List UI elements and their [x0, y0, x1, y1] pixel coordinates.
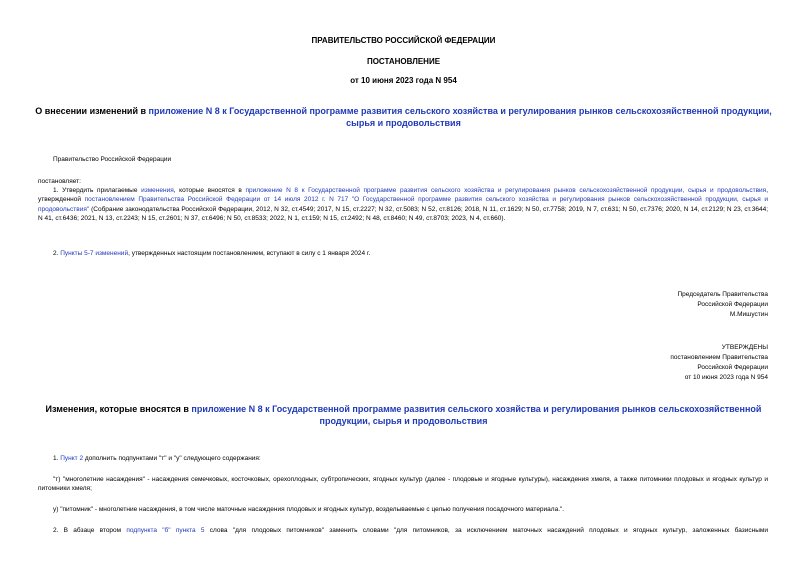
changes-title-prefix: Изменения, которые вносятся в: [45, 404, 192, 414]
c2-link[interactable]: подпункта "б" пункта 5: [126, 527, 205, 534]
change-1-subpoint-t: "т) "многолетние насаждения" - насаждения семечковых, косточковых, орехоплодных, субтропических, ягодных культур (далее - плодовые и ягодные культуры), насаждения хмеля, а также питомники плодовых и ягодных культур и питомники хмеля;: [38, 476, 768, 493]
p2-num: 2.: [53, 250, 61, 257]
government-header: ПРАВИТЕЛЬСТВО РОССИЙСКОЙ ФЕДЕРАЦИИ: [311, 36, 496, 45]
document-type: ПОСТАНОВЛЕНИЕ: [366, 57, 441, 66]
p1-link-changes[interactable]: изменения: [141, 187, 174, 194]
c1-link[interactable]: Пункт 2: [60, 455, 84, 462]
p1-text-3: , утвержденной: [38, 187, 768, 204]
signature-block: [677, 290, 768, 320]
c1-num: 1.: [53, 455, 61, 462]
document-title: [30, 105, 777, 129]
signature-position-2: Российской Федерации: [697, 301, 768, 308]
paragraph-1: [38, 186, 768, 223]
title-link[interactable]: приложение N 8 к Государственной программе развития сельского хозяйства и регулирования рынков сельскохозяйственной продукции, сырья и продовольствия: [148, 106, 772, 128]
change-1: [38, 454, 768, 463]
signature-position-1: Председатель Правительства: [677, 291, 768, 298]
document-date-number: от 10 июня 2023 года N 954: [350, 76, 457, 85]
c2-text-2: слова "для плодовых питомников" заменить словами "для питомников, за исключением маточных насаждений плодовых и ягодных культур, заложенных базисными: [204, 527, 768, 534]
p1-text-2: , которые вносятся в: [173, 187, 246, 194]
approval-line-1: постановлением Правительства: [670, 354, 768, 361]
title-prefix: О внесении изменений в: [35, 106, 149, 116]
changes-title-link[interactable]: приложение N 8 к Государственной программе развития сельского хозяйства и регулирования рынков сельскохозяйственной продукции, сырья и продовольствия: [191, 404, 762, 426]
p1-link-appendix[interactable]: приложение N 8 к Государственной программе развития сельского хозяйства и регулирования рынков сельскохозяйственной продукции, сырья и продовольствия: [245, 187, 767, 194]
p1-link-resolution[interactable]: постановлением Правительства Российской Федерации от 14 июля 2012 г. N 717 "О Государственной программе развития сельского хозяйства и регулирования рынков сельскохозяйственной продукции, сырья и продовольствия": [38, 196, 768, 213]
approval-line-3: от 10 июня 2023 года N 954: [684, 374, 768, 381]
c2-text-1: 2. В абзаце втором: [53, 527, 127, 534]
p1-text-4: (Собрание законодательства Российской Федерации, 2012, N 32, ст.4549; 2017, N 15, ст.2227; N 32, ст.5083; N 52, ст.8126; 2018, N 11, ст.1629; N 50, ст.7758; 2019, N 7, ст.631; N 50, ст.7376; 2020, N 14, ст.2129; N 23, ст.3644; N 41, ст.6436; 2021, N 13, ст.2243; N 15, ст.2601; N 37, ст.6496; N 50, ст.8533; 2022, N 1, ст.159; N 15, ст.2492; N 48, ст.8460; N 49, ст.8703; 2023, N 4, ст.660).: [38, 205, 768, 222]
change-2: [38, 526, 768, 535]
signature-name: М.Мишустин: [729, 311, 768, 318]
paragraph-2: [38, 249, 768, 258]
c1-text: дополнить подпунктами "т" и "у" следующего содержания:: [83, 455, 261, 462]
p1-text-1: 1. Утвердить прилагаемые: [53, 187, 142, 194]
change-1-subpoint-u: у) "питомник" - многолетние насаждения, в том числе маточные насаждения плодовых и ягодных культур, возделываемые с целью получения посадочного материала.".: [53, 506, 565, 513]
approval-title: УТВЕРЖДЕНЫ: [721, 344, 768, 351]
changes-title: [30, 403, 777, 427]
p2-text: , утвержденных настоящим постановлением, вступают в силу с 1 января 2024 г.: [128, 250, 371, 257]
decrees-label: постановляет:: [38, 178, 81, 185]
government-intro: Правительство Российской Федерации: [53, 156, 172, 163]
p2-link[interactable]: Пункты 5-7 изменений: [60, 250, 129, 257]
approval-line-2: Российской Федерации: [697, 364, 768, 371]
approval-block: [670, 343, 768, 383]
